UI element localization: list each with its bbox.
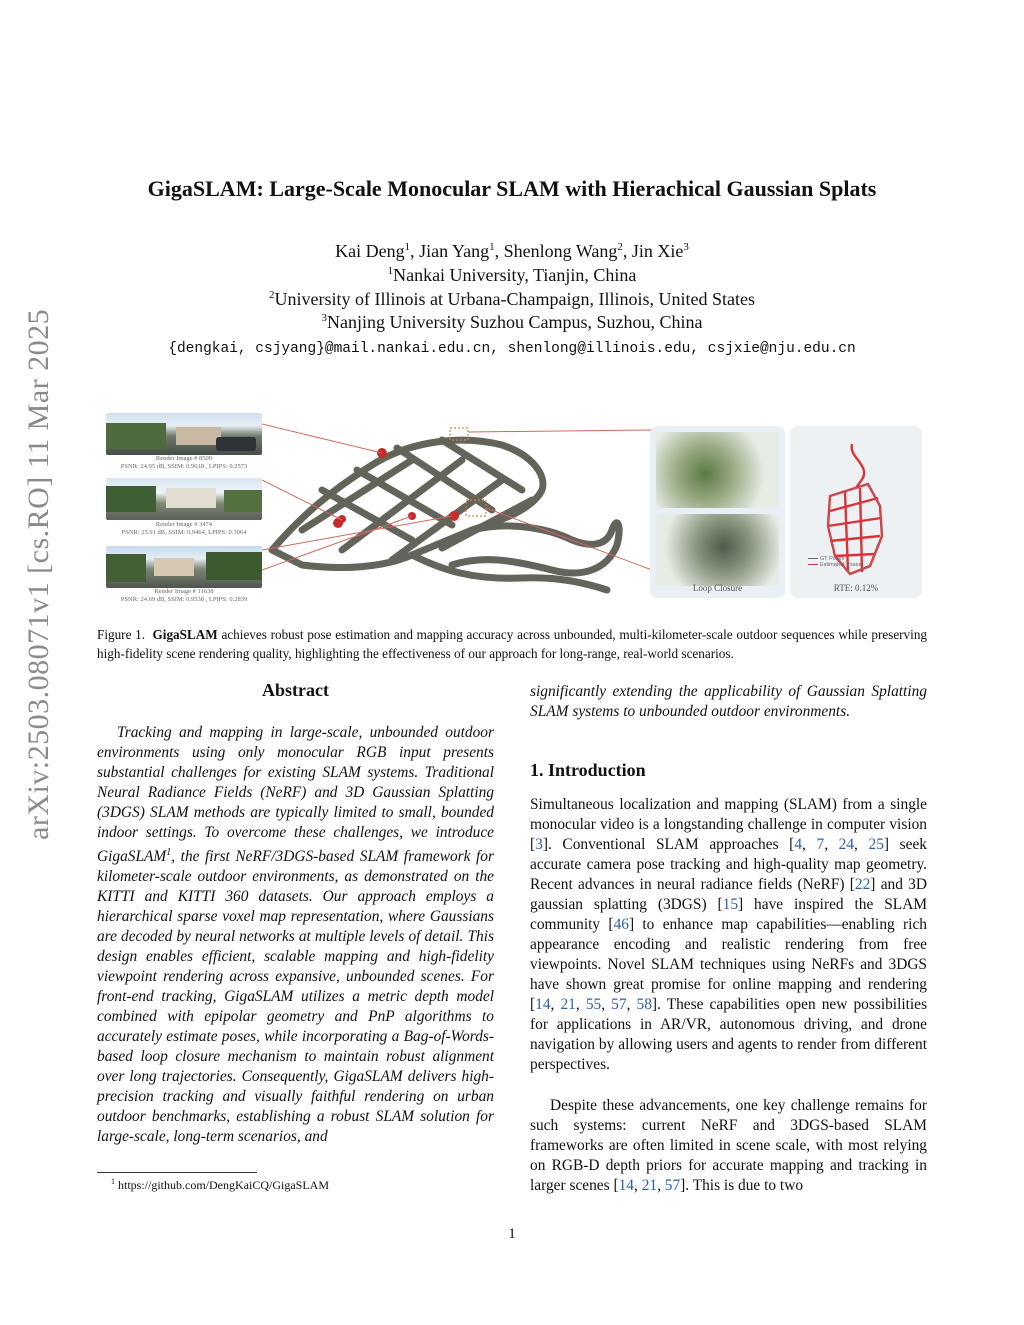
paragraph-text: , <box>575 996 586 1013</box>
loop-closure-crop-bottom <box>656 514 779 586</box>
render-caption <box>106 455 262 471</box>
legend-gt-label: GT Poses <box>820 556 845 562</box>
render-metrics: PSNR: 24.95 dB, SSIM: 0.9618 , LPIPS: 0.2573 <box>120 463 248 470</box>
footnote-sup: 1 <box>111 1177 115 1186</box>
affiliation-sup: 2 <box>269 289 275 301</box>
abstract-heading: Abstract <box>262 680 329 700</box>
paragraph-text: , <box>854 836 869 853</box>
render-image-thumbnail <box>106 413 262 455</box>
affiliation-text: Nanjing University Suzhou Campus, Suzhou, China <box>327 312 703 332</box>
affiliation <box>60 265 964 286</box>
citation-link[interactable]: 57 <box>664 1177 681 1194</box>
author-name: Shenlong Wang <box>503 241 618 261</box>
author-sup: 1 <box>404 241 411 253</box>
introduction-paragraph-2 <box>530 1096 927 1196</box>
author-name: Jian Yang <box>419 241 490 261</box>
paragraph-text: , <box>601 996 612 1013</box>
legend-est <box>808 562 861 568</box>
affiliation-text: University of Illinois at Urbana-Champaign, Illinois, United States <box>274 289 755 309</box>
paragraph-text: ] to enhance map capabilities—enabling rich appearance encoding and realistic rendering from free viewpoints. Novel SLAM techniques using NeRFs and 3DGS have shown great promise for online mapping and rendering [ <box>530 916 927 1013</box>
render-title: Render Image # 3474 <box>155 521 213 528</box>
citation-link[interactable]: 55 <box>585 996 602 1013</box>
affiliation <box>60 312 964 333</box>
citation-link[interactable]: 3 <box>535 836 543 853</box>
citation-link[interactable]: 14 <box>535 996 551 1013</box>
author-name: Jin Xie <box>631 241 684 261</box>
abstract-text-1: Tracking and mapping in large-scale, unbounded outdoor environments using only monocular RGB input presents substantial challenges for existing SLAM systems. Traditional Neural Radiance Fields (NeRF) and 3D Gaussian Splatting (3DGS) SLAM methods are typically limited to small, bounded indoor settings. To overcome these challenges, we introduce GigaSLAM <box>97 724 494 866</box>
caption-bold: GigaSLAM <box>152 627 218 642</box>
paragraph-text: Despite these advancements, one key challenge remains for such systems: current NeRF and 3DGS-based SLAM frameworks are often limited in scene scale, with most relying on RGB-D depth priors for accurate mapping and tracking in larger scenes [ <box>530 1097 927 1194</box>
abstract-continued: significantly extending the applicability of Gaussian Splatting SLAM systems to unbounded outdoor environments. <box>530 683 927 720</box>
render-metrics: PSNR: 24.69 dB, SSIM: 0.9538 , LPIPS: 0.2839 <box>120 596 248 603</box>
citation-link[interactable]: 7 <box>816 836 825 853</box>
citation-link[interactable]: 24 <box>838 836 855 853</box>
citation-link[interactable]: 58 <box>636 996 652 1013</box>
render-caption <box>106 521 262 537</box>
paragraph-text: Simultaneous localization and mapping (SLAM) from a single monocular video is a longstanding challenge in computer vision [ <box>530 796 927 853</box>
loop-closure-panel <box>650 426 785 598</box>
footnote-rule <box>97 1172 257 1173</box>
arxiv-identifier: arXiv:2503.08071v1 [cs.RO] 11 Mar 2025 <box>22 308 55 840</box>
paragraph-text: , <box>633 1177 642 1194</box>
introduction-paragraph-1 <box>530 795 927 1075</box>
citation-link[interactable]: 46 <box>613 916 629 933</box>
render-caption <box>106 588 262 604</box>
caption-text: achieves robust pose estimation and mapping accuracy across unbounded, multi-kilometer-scale outdoor sequences while preserving high-fidelity scene rendering quality, highlighting the effectiveness of our approach for long-range, real-world scenarios. <box>97 627 928 661</box>
render-image-thumbnail <box>106 546 262 588</box>
paragraph-text: , <box>657 1177 665 1194</box>
paragraph-text: ] have inspired the SLAM community [ <box>530 896 927 933</box>
render-title: Render Image # 8509 <box>155 455 213 462</box>
render-title: Render Image # 11638 <box>154 588 214 595</box>
trajectory-plot <box>790 426 922 598</box>
author-name: Kai Deng <box>335 241 405 261</box>
connector-lines <box>262 410 662 600</box>
caption-label: Figure 1. <box>97 627 146 642</box>
paragraph-text: , <box>626 996 637 1013</box>
paragraph-text: ]. Conventional SLAM approaches [ <box>542 836 795 853</box>
citation-link[interactable]: 21 <box>560 996 576 1013</box>
page-number: 1 <box>508 1226 516 1242</box>
footnote <box>111 1177 329 1193</box>
affiliation-sup: 1 <box>387 265 394 277</box>
trajectory-panel <box>790 426 922 598</box>
citation-link[interactable]: 14 <box>618 1177 634 1194</box>
figure-caption <box>97 625 927 663</box>
introduction-heading: 1. Introduction <box>530 760 646 780</box>
paragraph-text: , <box>550 996 561 1013</box>
affiliation-sup: 3 <box>321 312 327 324</box>
author-sup: 3 <box>683 241 689 253</box>
trajectory-legend <box>808 556 861 568</box>
paragraph-text: ] seek accurate camera pose tracking and high-quality map geometry. Recent advances in neural radiance fields (NeRF) [ <box>530 836 927 893</box>
author-sup: 1 <box>489 241 495 253</box>
paper-title: GigaSLAM: Large-Scale Monocular SLAM with Hierachical Gaussian Splats <box>147 176 877 201</box>
citation-link[interactable]: 25 <box>868 836 884 853</box>
loop-closure-crop-top <box>656 432 779 508</box>
render-image-thumbnail <box>106 478 262 520</box>
abstract-text-2: , the first NeRF/3DGS-based SLAM framework for kilometer-scale outdoor environments, as demonstrated on the KITTI and KITTI 360 datasets. Our approach employs a hierarchical sparse voxel map representation, where Gaussians are decoded by neural networks at multiple levels of detail. This design enables efficient, scalable mapping and high-fidelity viewpoint rendering across expansive, unbounded scenes. For front-end tracking, GigaSLAM utilizes a metric depth model combined with epipolar geometry and PnP algorithms to accurately estimate poses, while incorporating a Bag-of-Words-based loop closure mechanism to maintain robust alignment over long trajectories. Consequently, GigaSLAM delivers high-precision tracking and visually faithful rendering on urban outdoor benchmarks, establishing a robust SLAM solution for large-scale, long-term scenarios, and <box>97 848 494 1146</box>
legend-est-label: Estimated Poses <box>820 562 862 568</box>
paragraph-text: , <box>802 836 817 853</box>
footnote-marker: 1 <box>166 847 172 858</box>
citation-link[interactable]: 21 <box>641 1177 658 1194</box>
citation-link[interactable]: 4 <box>794 836 803 853</box>
affiliation <box>60 289 964 310</box>
render-metrics: PSNR: 25.91 dB, SSIM: 0.9464, LPIPS: 0.3064 <box>121 529 247 536</box>
paragraph-text: ] and 3D gaussian splatting (3DGS) [ <box>530 876 927 913</box>
author-list: Kai Deng$^1$, Jian Yang$^1$, Shenlong Wang$^2$, Jin Xie$^3$ <box>335 241 689 261</box>
loop-closure-label: Loop Closure <box>692 583 743 593</box>
citation-link[interactable]: 57 <box>611 996 627 1013</box>
author-emails: {dengkai, csjyang}@mail.nankai.edu.cn, shenlong@illinois.edu, csjxie@nju.edu.cn <box>168 341 856 357</box>
affiliation-text: Nankai University, Tianjin, China <box>393 265 637 285</box>
citation-link[interactable]: 22 <box>854 876 871 893</box>
paragraph-text: ]. These capabilities open new possibilities for applications in AR/VR, autonomous driving, and drone navigation by allowing users and agents to render from different perspectives. <box>530 996 928 1073</box>
abstract-body <box>97 723 494 1147</box>
paragraph-text: , <box>824 836 839 853</box>
citation-link[interactable]: 15 <box>722 896 739 913</box>
footnote-link[interactable]: https://github.com/DengKaiCQ/GigaSLAM <box>118 1178 329 1192</box>
rte-label: RTE: 0.12% <box>833 583 879 593</box>
author-sup: 2 <box>617 241 623 253</box>
paragraph-text: ]. This is due to two <box>680 1177 804 1194</box>
